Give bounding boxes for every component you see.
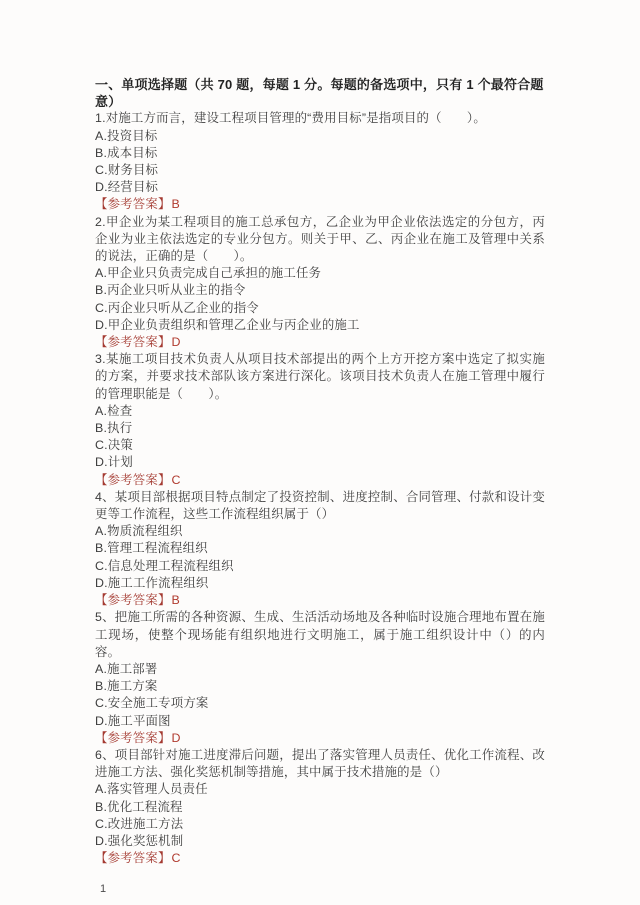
answer-prefix: 【参考答案】 [95, 335, 171, 350]
question-block [95, 214, 545, 352]
section-title: 一、单项选择题（共 70 题，每题 1 分。每题的备选项中，只有 1 个最符合题意） [95, 77, 544, 110]
option-line: D.计划 [95, 455, 133, 470]
answer-line [95, 592, 545, 609]
page-number: 1 [100, 883, 107, 896]
option-line: B.执行 [95, 421, 133, 436]
question-block [95, 351, 545, 489]
question-stem: 2.甲企业为某工程项目的施工总承包方，乙企业为甲企业依法选定的分包方，丙企业为业主依法选定的专业分包方。则关于甲、乙、丙企业在施工及管理中关系的说法，正确的是（ ）。 [95, 214, 545, 264]
question-stem: 1.对施工方而言，建设工程项目管理的“费用目标”是指项目的（ ）。 [95, 111, 486, 126]
answer-value: B [171, 197, 181, 212]
answer-line [95, 472, 545, 489]
question-stem: 4、某项目部根据项目特点制定了投资控制、进度控制、合同管理、付款和设计变更等工作流程，这些工作流程组织属于（） [95, 489, 545, 522]
option-line: A.物质流程组织 [95, 524, 183, 539]
answer-line [95, 850, 545, 867]
option-line: D.经营目标 [95, 180, 159, 195]
option-line: B.丙企业只听从业主的指令 [95, 283, 246, 298]
answer-value: C [171, 851, 181, 866]
answer-prefix: 【参考答案】 [95, 472, 171, 487]
answer-line [95, 196, 545, 213]
question-block [95, 489, 545, 609]
answer-line [95, 334, 545, 351]
question-block [95, 110, 545, 213]
questions-list [95, 110, 545, 867]
option-line: A.甲企业只负责完成自己承担的施工任务 [95, 266, 322, 281]
option-line: B.成本目标 [95, 145, 158, 160]
option-line: D.甲企业负责组织和管理乙企业与丙企业的施工 [95, 317, 360, 332]
option-line: B.管理工程流程组织 [95, 541, 208, 556]
option-line: B.施工方案 [95, 679, 158, 694]
answer-prefix: 【参考答案】 [95, 851, 171, 866]
option-line: B.优化工程流程 [95, 799, 183, 814]
answer-line [95, 730, 545, 747]
answer-prefix: 【参考答案】 [95, 593, 171, 608]
option-line: C.财务目标 [95, 163, 159, 178]
answer-prefix: 【参考答案】 [95, 730, 171, 745]
option-line: D.施工平面图 [95, 713, 171, 728]
option-line: C.安全施工专项方案 [95, 696, 209, 711]
question-stem: 5、把施工所需的各种资源、生成、生活活动场地及各种临时设施合理地布置在施工现场，使整个现场能有组织地进行文明施工，属于施工组织设计中（）的内容。 [95, 610, 545, 659]
option-line: A.施工部署 [95, 661, 158, 676]
answer-value: C [171, 472, 181, 487]
option-line: D.强化奖惩机制 [95, 833, 184, 848]
answer-value: B [171, 593, 181, 608]
question-stem: 3.某施工项目技术负责人从项目技术部提出的两个上方开挖方案中选定了拟实施的方案，并要求技术部队该方案进行深化。该项目技术负责人在施工管理中履行的管理职能是（ ）。 [95, 352, 545, 401]
question-block [95, 609, 545, 747]
answer-value: D [171, 730, 181, 745]
option-line: C.改进施工方法 [95, 816, 184, 831]
option-line: A.落实管理人员责任 [95, 782, 208, 797]
option-line: A.投资目标 [95, 128, 158, 143]
option-line: C.丙企业只听从乙企业的指令 [95, 300, 259, 315]
option-line: D.施工工作流程组织 [95, 575, 209, 590]
option-line: C.信息处理工程流程组织 [95, 558, 234, 573]
option-line: C.决策 [95, 438, 133, 453]
question-block [95, 747, 545, 867]
answer-value: D [171, 335, 181, 350]
option-line: A.检查 [95, 403, 133, 418]
answer-prefix: 【参考答案】 [95, 197, 171, 212]
question-stem: 6、项目部针对施工进度滞后问题，提出了落实管理人员责任、优化工作流程、改进施工方法、强化奖惩机制等措施，其中属于技术措施的是（） [95, 747, 545, 780]
